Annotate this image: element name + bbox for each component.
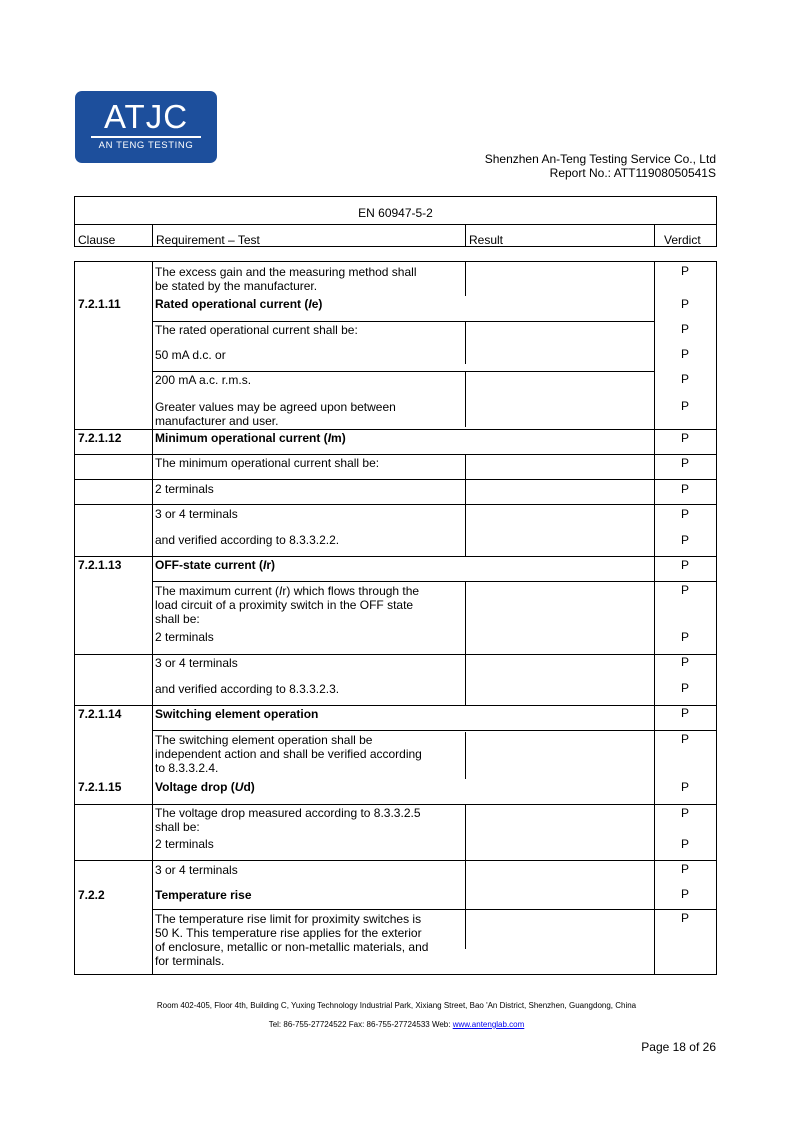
row-rule xyxy=(75,705,716,706)
requirement-heading: Switching element operation xyxy=(155,707,319,721)
col-verdict: Verdict xyxy=(664,233,701,247)
company-name: Shenzhen An-Teng Testing Service Co., Ltd xyxy=(484,152,716,166)
verdict: P xyxy=(681,806,690,820)
requirement-heading: Voltage drop (Ud) xyxy=(155,780,255,794)
logo-brand: ATJC xyxy=(103,98,189,135)
verdict: P xyxy=(681,780,690,794)
requirement-text: The minimum operational current shall be: xyxy=(155,456,380,470)
requirement-text: 2 terminals xyxy=(155,630,214,644)
clause-number: 7.2.1.12 xyxy=(78,431,122,445)
requirement-text: The maximum current (Ir) which flows through the xyxy=(155,584,420,598)
clause-number: 7.2.1.15 xyxy=(78,780,122,794)
result-divider xyxy=(465,732,466,779)
header-col-divider xyxy=(654,224,655,246)
requirement-text: The voltage drop measured according to 8.3.3.2.5 xyxy=(155,806,421,820)
result-divider xyxy=(465,262,466,296)
verdict: P xyxy=(681,837,690,851)
col-divider xyxy=(654,262,655,974)
row-rule xyxy=(75,504,716,505)
requirement-text: and verified according to 8.3.3.2.3. xyxy=(155,682,340,696)
verdict: P xyxy=(681,681,690,695)
col-result: Result xyxy=(469,233,504,247)
verdict: P xyxy=(681,431,690,445)
requirement-text: for terminals. xyxy=(155,954,225,968)
row-rule xyxy=(152,371,654,372)
requirement-text: 3 or 4 terminals xyxy=(155,656,238,670)
requirement-text: Greater values may be agreed upon between xyxy=(155,400,396,414)
verdict: P xyxy=(681,655,690,669)
clause-number: 7.2.1.14 xyxy=(78,707,122,721)
requirement-heading: OFF-state current (Ir) xyxy=(155,558,276,572)
result-divider xyxy=(465,322,466,364)
verdict: P xyxy=(681,706,690,720)
result-divider xyxy=(465,804,466,949)
footer-tel-fax: Tel: 86-755-27724522 Fax: 86-755-27724533 Web: xyxy=(268,1020,453,1029)
requirement-text: The temperature rise limit for proximity switches is xyxy=(155,912,422,926)
verdict: P xyxy=(681,533,690,547)
verdict: P xyxy=(681,911,690,925)
row-rule xyxy=(75,804,716,805)
requirement-text: shall be: xyxy=(155,612,200,626)
table-header xyxy=(74,196,717,247)
requirement-text: 50 mA d.c. or xyxy=(155,348,226,362)
col-requirement: Requirement – Test xyxy=(156,233,260,247)
verdict: P xyxy=(681,558,690,572)
requirement-text: 3 or 4 terminals xyxy=(155,863,238,877)
clause-table xyxy=(74,261,717,975)
company-block xyxy=(485,152,716,180)
clause-number: 7.2.1.11 xyxy=(78,297,121,311)
verdict: P xyxy=(681,347,690,361)
requirement-heading: Minimum operational current (Im) xyxy=(155,431,346,445)
footer-address: Room 402-405, Floor 4th, Building C, Yuxing Technology Industrial Park, Xixiang Street, Bao 'An District, Shenzhen, Guangdong, China xyxy=(156,1001,637,1010)
verdict: P xyxy=(681,887,690,901)
report-number: Report No.: ATT11908050541S xyxy=(549,166,716,180)
verdict: P xyxy=(681,732,690,746)
requirement-text: be stated by the manufacturer. xyxy=(155,279,318,293)
standard-title: EN 60947-5-2 xyxy=(358,206,433,220)
row-rule xyxy=(152,730,716,731)
col-divider xyxy=(152,262,153,974)
result-divider xyxy=(465,455,466,556)
requirement-text: shall be: xyxy=(155,820,200,834)
requirement-text: 200 mA a.c. r.m.s. xyxy=(155,373,252,387)
verdict: P xyxy=(681,456,690,470)
row-rule xyxy=(75,429,716,430)
verdict: P xyxy=(681,862,690,876)
requirement-text: The switching element operation shall be xyxy=(155,733,373,747)
requirement-text: to 8.3.3.2.4. xyxy=(155,761,219,775)
header-col-divider xyxy=(465,224,466,246)
result-divider xyxy=(465,372,466,427)
verdict: P xyxy=(681,264,690,278)
requirement-text: 2 terminals xyxy=(155,837,214,851)
verdict: P xyxy=(681,297,690,311)
verdict: P xyxy=(681,583,690,597)
header-rule xyxy=(75,224,716,225)
row-rule xyxy=(75,860,716,861)
row-rule xyxy=(152,581,716,582)
clause-number: 7.2.1.13 xyxy=(78,558,122,572)
requirement-text: of enclosure, metallic or non-metallic materials, and xyxy=(155,940,429,954)
website-link[interactable]: www.antenglab.com xyxy=(452,1020,525,1029)
col-clause: Clause xyxy=(78,233,116,247)
atjc-logo xyxy=(75,91,217,163)
row-rule xyxy=(75,454,716,455)
requirement-text: manufacturer and user. xyxy=(155,414,279,428)
requirement-text: and verified according to 8.3.3.2.2. xyxy=(155,533,340,547)
verdict: P xyxy=(681,482,690,496)
result-divider xyxy=(465,582,466,705)
row-rule xyxy=(75,479,716,480)
row-rule xyxy=(75,556,716,557)
verdict: P xyxy=(681,372,690,386)
verdict: P xyxy=(681,322,690,336)
verdict: P xyxy=(681,630,690,644)
logo-rule xyxy=(91,136,201,138)
requirement-text: The excess gain and the measuring method shall xyxy=(155,265,417,279)
logo-tagline: AN TENG TESTING xyxy=(98,139,194,151)
footer-contact xyxy=(0,1020,793,1029)
requirement-text: The rated operational current shall be: xyxy=(155,323,358,337)
row-rule xyxy=(152,909,716,910)
page-number: Page 18 of 26 xyxy=(641,1040,716,1054)
clause-number: 7.2.2 xyxy=(78,888,105,902)
row-rule xyxy=(152,321,654,322)
header-col-divider xyxy=(152,224,153,246)
requirement-text: 2 terminals xyxy=(155,482,214,496)
requirement-text: 50 K. This temperature rise applies for the exterior xyxy=(155,926,422,940)
verdict: P xyxy=(681,399,690,413)
requirement-text: 3 or 4 terminals xyxy=(155,507,238,521)
requirement-text: independent action and shall be verified according xyxy=(155,747,422,761)
row-rule xyxy=(75,654,716,655)
verdict: P xyxy=(681,507,690,521)
requirement-text: load circuit of a proximity switch in the OFF state xyxy=(155,598,414,612)
requirement-heading: Rated operational current (Ie) xyxy=(155,297,323,311)
requirement-heading: Temperature rise xyxy=(155,888,252,902)
